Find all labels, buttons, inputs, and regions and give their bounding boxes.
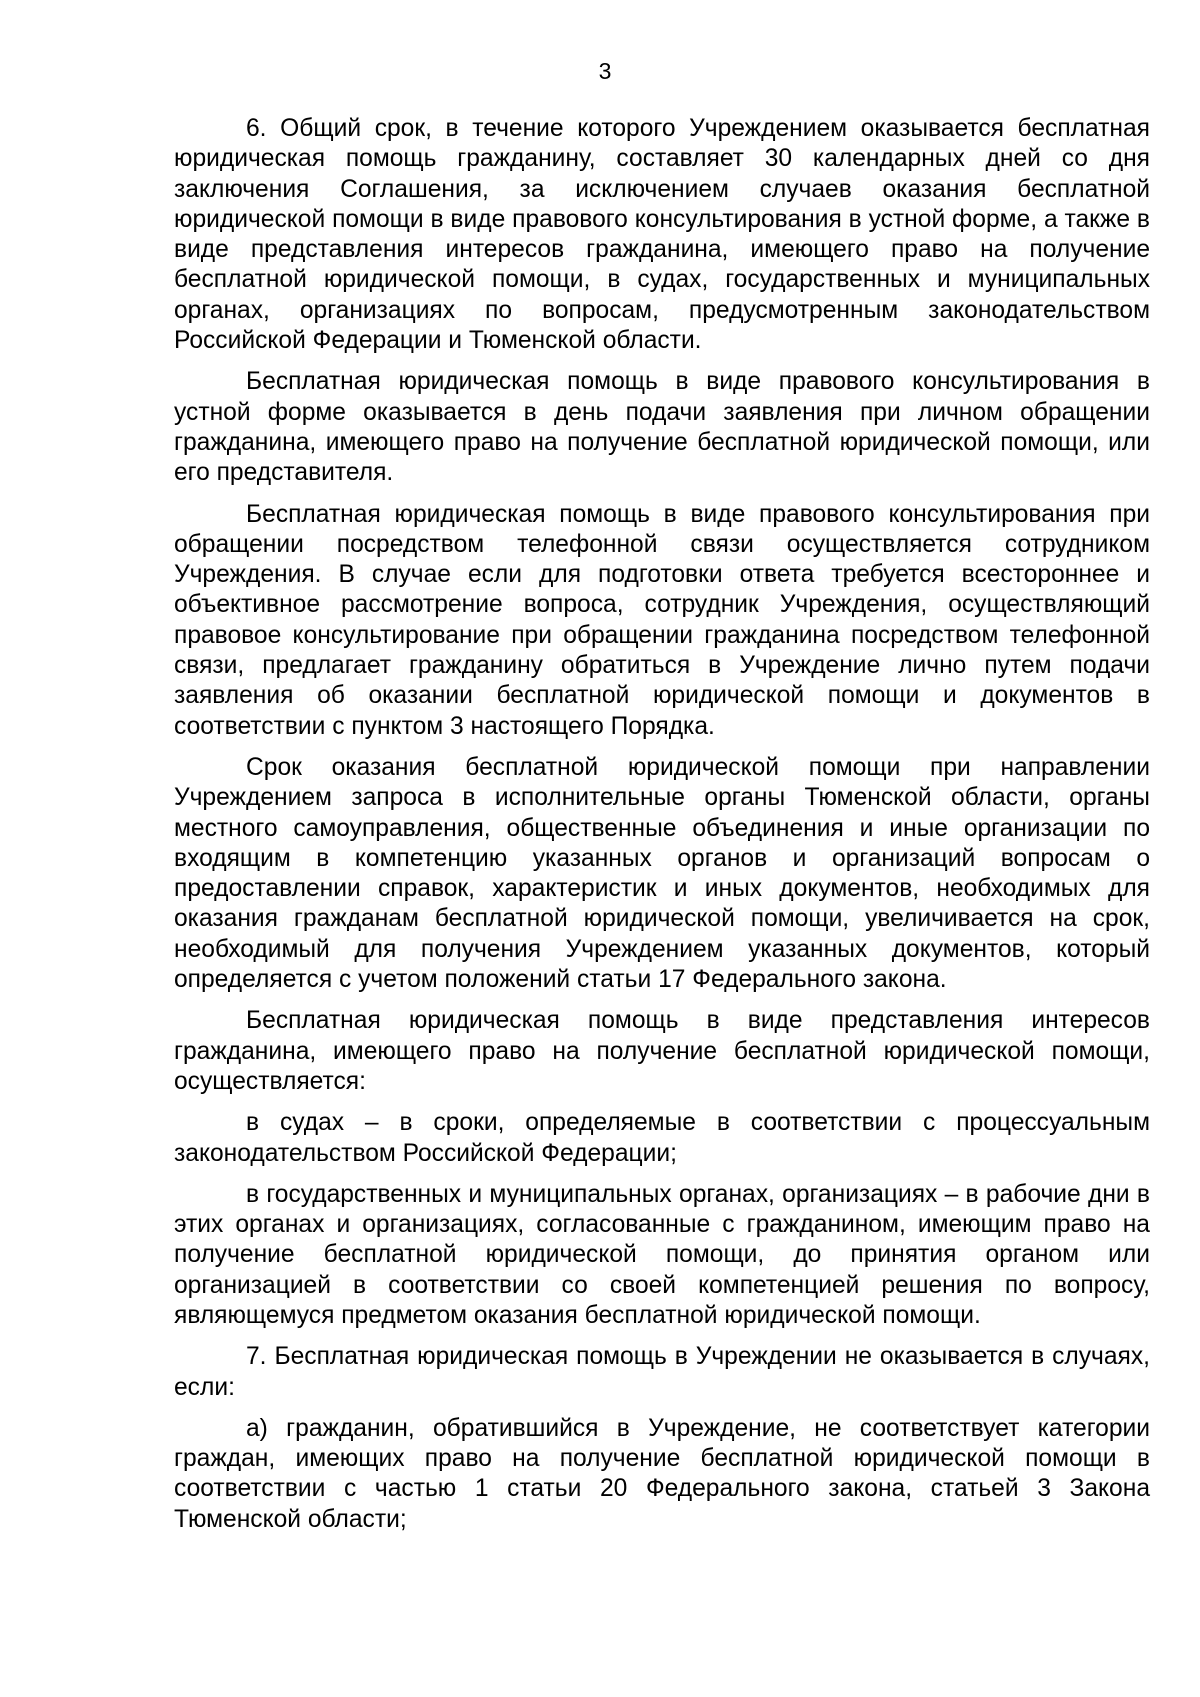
- paragraph-6-general-term: 6. Общий срок, в течение которого Учреждением оказывается бесплатная юридическая помощь гражданину, составляет 30 календарных дней со дня заключения Соглашения, за исключением случаев оказания бесплатной юридической помощи в виде правового консультирования в устной форме, а также в виде представления интересов гражданина, имеющего право на получение бесплатной юридической помощи, в судах, государственных и муниципальных органах, организациях по вопросам, предусмотренным законодательством Российской Федерации и Тюменской области.: [174, 115, 1150, 355]
- paragraph-oral-consultation: Бесплатная юридическая помощь в виде правового консультирования в устной форме оказывается в день подачи заявления при личном обращении гражданина, имеющего право на получение бесплатной юридической помощи, или его представителя.: [174, 368, 1150, 487]
- paragraph-courts: в судах – в сроки, определяемые в соответствии с процессуальным законодательством Российской Федерации;: [174, 1109, 1150, 1167]
- paragraph-7-not-provided: 7. Бесплатная юридическая помощь в Учреждении не оказывается в случаях, если:: [174, 1343, 1150, 1401]
- paragraph-request-term: Срок оказания бесплатной юридической помощи при направлении Учреждением запроса в исполнительные органы Тюменской области, органы местного самоуправления, общественные объединения и иные организации по входящим в компетенцию указанных органов и организаций вопросам о предоставлении справок, характеристик и иных документов, необходимых для оказания гражданам бесплатной юридической помощи, увеличивается на срок, необходимый для получения Учреждением указанных документов, который определяется с учетом положений статьи 17 Федерального закона.: [174, 753, 1150, 994]
- paragraph-representation: Бесплатная юридическая помощь в виде представления интересов гражданина, имеющего право на получение бесплатной юридической помощи, осуществляется:: [174, 1007, 1150, 1095]
- document-body: [174, 114, 1150, 1546]
- paragraph-7a-category: а) гражданин, обратившийся в Учреждение, не соответствует категории граждан, имеющих право на получение бесплатной юридической помощи в соответствии с частью 1 статьи 20 Федерального закона, статьей 3 Закона Тюменской области;: [174, 1414, 1150, 1533]
- paragraph-state-bodies: в государственных и муниципальных органах, организациях – в рабочие дни в этих органах и организациях, согласованные с гражданином, имеющим право на получение бесплатной юридической помощи, до принятия органом или организацией в соответствии со своей компетенцией решения по вопросу, являющемуся предметом оказания бесплатной юридической помощи.: [174, 1180, 1150, 1329]
- paragraph-phone-consultation: Бесплатная юридическая помощь в виде правового консультирования при обращении посредством телефонной связи осуществляется сотрудником Учреждения. В случае если для подготовки ответа требуется всестороннее и объективное рассмотрение вопроса, сотрудник Учреждения, осуществляющий правовое консультирование при обращении гражданина посредством телефонной связи, предлагает гражданину обратиться в Учреждение лично путем подачи заявления об оказании бесплатной юридической помощи и документов в соответствии с пунктом 3 настоящего Порядка.: [174, 500, 1150, 740]
- page-number: 3: [598, 58, 612, 84]
